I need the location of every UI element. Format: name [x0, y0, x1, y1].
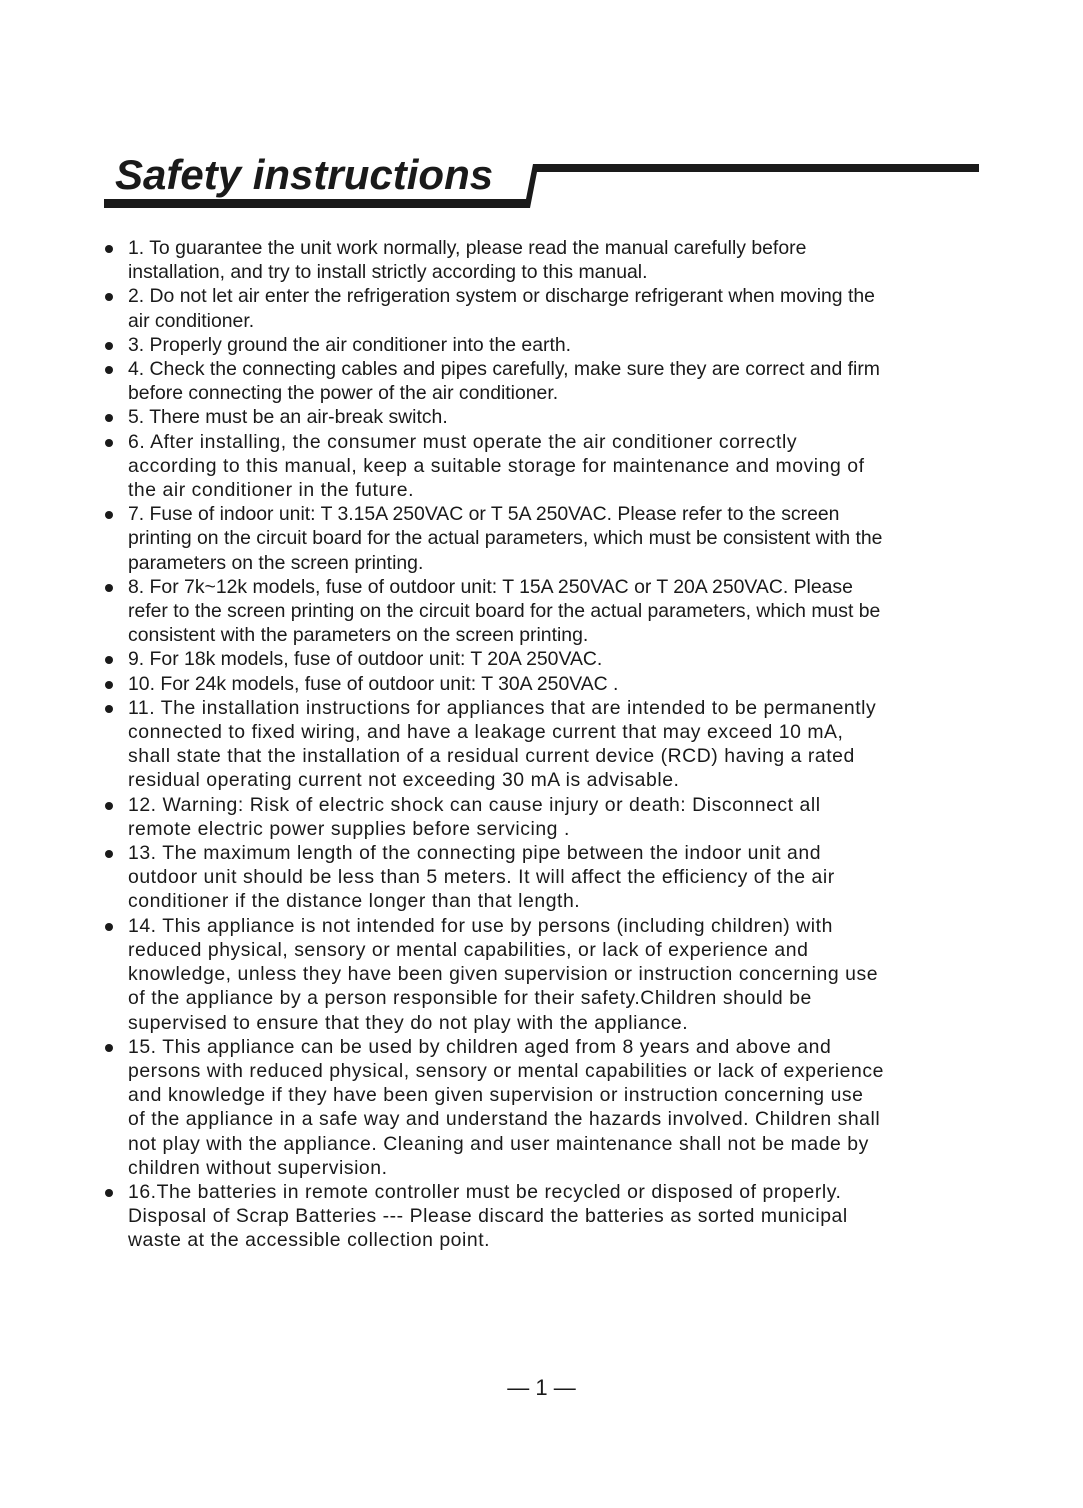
instruction-text: 4. Check the connecting cables and pipes carefully, make sure they are correct and firm before connecting the power of the air conditioner.: [128, 358, 880, 405]
bullet-icon: [105, 439, 113, 447]
page-title: Safety instructions: [115, 151, 494, 198]
instruction-text: 10. For 24k models, fuse of outdoor unit: T 30A 250VAC .: [128, 672, 619, 695]
bullet-icon: [105, 414, 113, 422]
bullet-icon: [105, 366, 113, 374]
bullet-icon: [105, 584, 113, 592]
bullet-icon: [105, 681, 113, 689]
list-item: [104, 430, 1004, 503]
list-item: [104, 672, 1004, 696]
list-item: [104, 1180, 1004, 1253]
safety-instructions-list: [104, 236, 1004, 1253]
instruction-text: 9. For 18k models, fuse of outdoor unit: T 20A 250VAC.: [128, 648, 603, 671]
list-item: [104, 914, 1004, 1035]
bullet-icon: [105, 293, 113, 301]
instruction-text: 6. After installing, the consumer must operate the air conditioner correctly according to this manual, keep a suitable storage for maintenance and moving of the air conditioner in the future.: [128, 430, 865, 502]
list-item: [104, 841, 1004, 914]
bullet-icon: [105, 802, 113, 810]
list-item: [104, 575, 1004, 648]
list-item: [104, 647, 1004, 671]
instruction-text: 3. Properly ground the air conditioner into the earth.: [128, 333, 572, 356]
instruction-text: 11. The installation instructions for appliances that are intended to be permanently connected to fixed wiring, and have a leakage current that may exceed 10 mA, shall state that the installation of a residual current device (RCD) having a rated residual operating current not exceeding 30 mA is advisable.: [128, 696, 877, 792]
bullet-icon: [105, 1044, 113, 1052]
bullet-icon: [105, 850, 113, 858]
bullet-icon: [105, 656, 113, 664]
list-item: [104, 1035, 1004, 1180]
bullet-icon: [105, 1189, 113, 1197]
list-item: [104, 357, 1004, 405]
list-item: [104, 696, 1004, 793]
instruction-text: 14. This appliance is not intended for use by persons (including children) with reduced physical, sensory or mental capabilities, or lack of experience and knowledge, unless they have been given supervision or instruction concerning use of the appliance by a person responsible for their safety.Children should be supervised to ensure that they do not play with the appliance.: [128, 914, 879, 1034]
bullet-icon: [105, 245, 113, 253]
instruction-text: 8. For 7k~12k models, fuse of outdoor unit: T 15A 250VAC or T 20A 250VAC. Please refer to the screen printing on the circuit board for the actual parameters, which must be consistent with the parameters on the screen printing.: [128, 575, 881, 647]
instruction-text: 13. The maximum length of the connecting pipe between the indoor unit and outdoor unit should be less than 5 meters. It will affect the efficiency of the air conditioner if the distance longer than that length.: [128, 842, 835, 913]
list-item: [104, 236, 1004, 284]
instruction-text: 12. Warning: Risk of electric shock can cause injury or death: Disconnect all remote electric power supplies before servicing .: [128, 793, 821, 840]
list-item: [104, 284, 1004, 332]
instruction-text: 15. This appliance can be used by children aged from 8 years and above and persons with reduced physical, sensory or mental capabilities or lack of experience and knowledge if they have been given supervision or instruction concerning use of the appliance in a safe way and understand the hazards involved. Children shall not play with the appliance. Cleaning and user maintenance shall not be made by children without supervision.: [128, 1035, 884, 1179]
list-item: [104, 333, 1004, 357]
instruction-text: 5. There must be an air-break switch.: [128, 406, 448, 429]
list-item: [104, 405, 1004, 429]
section-header: [103, 148, 981, 212]
list-item: [104, 793, 1004, 841]
page-number: — 1 —: [507, 1375, 576, 1400]
instruction-text: 16.The batteries in remote controller must be recycled or disposed of properly. Disposal of Scrap Batteries --- Please discard the batteries as sorted municipal waste at the accessible collection point.: [128, 1180, 848, 1252]
instruction-text: 7. Fuse of indoor unit: T 3.15A 250VAC or T 5A 250VAC. Please refer to the screen printing on the circuit board for the actual parameters, which must be consistent with the parameters on the screen printing.: [128, 503, 883, 574]
list-item: [104, 502, 1004, 575]
bullet-icon: [105, 342, 113, 350]
bullet-icon: [105, 511, 113, 519]
instruction-text: 2. Do not let air enter the refrigeration system or discharge refrigerant when moving the air conditioner.: [128, 285, 875, 332]
bullet-icon: [105, 923, 113, 931]
bullet-icon: [105, 705, 113, 713]
instruction-text: 1. To guarantee the unit work normally, please read the manual carefully before installation, and try to install strictly according to this manual.: [128, 237, 807, 284]
